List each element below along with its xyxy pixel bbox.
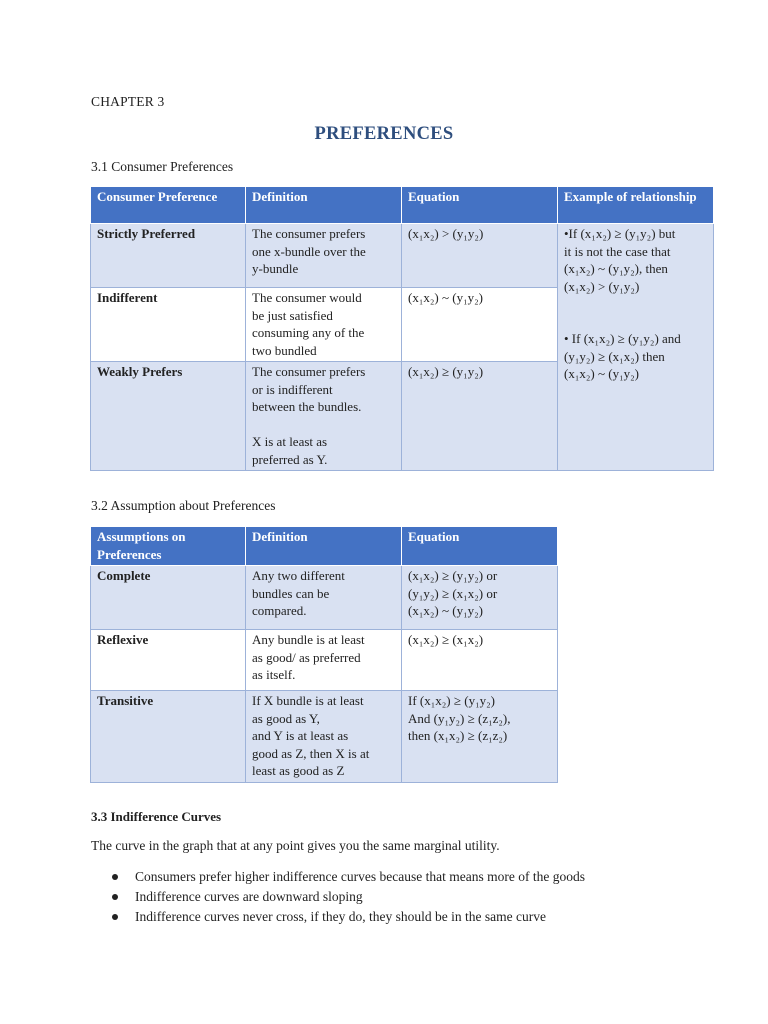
example-cell — [558, 224, 714, 471]
example-line: (y₁y₂) ≥ (x₁x₂) then — [564, 348, 665, 364]
row-definition — [246, 288, 402, 362]
definition-line: least as good as Z — [252, 763, 345, 778]
bullet-list — [91, 867, 711, 927]
bullet-icon — [112, 914, 118, 920]
table-row — [91, 566, 558, 630]
column-header: Definition — [246, 187, 402, 224]
row-equation — [402, 630, 558, 691]
definition-line: Any bundle is at least — [252, 632, 365, 647]
definition-line: good as Z, then X is at — [252, 745, 370, 761]
list-item — [91, 907, 711, 927]
table-row — [91, 691, 558, 783]
equation-line: And (y₁y₂) ≥ (z₁z₂), — [408, 710, 511, 726]
assumptions-table — [90, 526, 558, 783]
row-definition — [246, 691, 402, 783]
definition-line: compared. — [252, 603, 307, 618]
list-item-text: Indifference curves never cross, if they do, they should be in the same curve — [135, 909, 546, 924]
definition-line: as itself. — [252, 667, 296, 682]
column-header: Equation — [402, 187, 558, 224]
equation-line: (x₁x₂) ≥ (y₁y₂) — [408, 364, 484, 379]
row-definition — [246, 362, 402, 471]
row-term: Reflexive — [91, 630, 246, 691]
definition-line: preferred as Y. — [252, 451, 328, 467]
equation-line: (x₁x₂) ≥ (x₁x₂) — [408, 632, 484, 647]
section-heading-indifference-curves: 3.3 Indifference Curves — [91, 809, 222, 824]
equation-line: (x₁x₂) > (y₁y₂) — [408, 226, 484, 241]
list-item — [91, 867, 711, 887]
definition-line: y-bundle — [252, 261, 299, 276]
example-line: (x₁x₂) ~ (y₁y₂), then — [564, 261, 668, 276]
list-item-text: Consumers prefer higher indifference curves because that means more of the goods — [135, 869, 585, 884]
list-item-text: Indifference curves are downward sloping — [135, 889, 363, 904]
chapter-label: CHAPTER 3 — [91, 94, 165, 109]
definition-line: two bundled — [252, 342, 317, 358]
example-line: (x₁x₂) ~ (y₁y₂) — [564, 366, 639, 381]
section-heading-consumer-preferences: 3.1 Consumer Preferences — [91, 159, 234, 174]
definition-line: Any two different — [252, 568, 345, 583]
definition-line: as good/ as preferred — [252, 649, 361, 665]
definition-line: X is at least as — [252, 434, 328, 449]
equation-line: then (x₁x₂) ≥ (z₁z₂) — [408, 728, 508, 743]
page-title: PREFERENCES — [314, 124, 454, 144]
table-header-row — [91, 527, 558, 566]
example-line: it is not the case that — [564, 243, 671, 259]
definition-line: The consumer prefers — [252, 226, 366, 241]
row-term: Indifferent — [91, 288, 246, 362]
row-definition — [246, 630, 402, 691]
consumer-preferences-table — [90, 186, 714, 471]
definition-paragraph: The curve in the graph that at any point gives you the same marginal utility. — [91, 838, 500, 853]
row-term: Transitive — [91, 691, 246, 783]
row-term: Strictly Preferred — [91, 224, 246, 288]
definition-line: between the bundles. — [252, 399, 362, 414]
row-equation — [402, 224, 558, 288]
table-row — [91, 224, 714, 288]
column-header: Definition — [246, 527, 402, 566]
row-term: Weakly Prefers — [91, 362, 246, 471]
list-item — [91, 887, 711, 907]
section-heading-assumptions: 3.2 Assumption about Preferences — [91, 498, 276, 513]
definition-line: and Y is at least as — [252, 728, 349, 743]
row-equation — [402, 288, 558, 362]
row-equation — [402, 566, 558, 630]
definition-line: as good as Y, — [252, 710, 320, 726]
equation-line: (x₁x₂) ≥ (y₁y₂) or — [408, 568, 498, 583]
example-line: • If (x₁x₂) ≥ (y₁y₂) and — [564, 331, 681, 346]
equation-line: If (x₁x₂) ≥ (y₁y₂) — [408, 693, 495, 708]
definition-line: consuming any of the — [252, 325, 365, 340]
equation-line: (x₁x₂) ~ (y₁y₂) — [408, 290, 483, 305]
definition-line: If X bundle is at least — [252, 693, 364, 708]
row-equation — [402, 691, 558, 783]
example-line: (x₁x₂) > (y₁y₂) — [564, 278, 640, 294]
definition-line: one x-bundle over the — [252, 243, 366, 259]
column-header: Example of relationship — [558, 187, 714, 224]
definition-line: bundles can be — [252, 585, 330, 601]
definition-line: The consumer prefers — [252, 364, 366, 379]
row-definition — [246, 224, 402, 288]
column-header: Equation — [402, 527, 558, 566]
equation-line: (y₁y₂) ≥ (x₁x₂) or — [408, 585, 498, 601]
bullet-icon — [112, 894, 118, 900]
column-header: Assumptions on Preferences — [91, 527, 246, 566]
table-header-row — [91, 187, 714, 224]
example-line: •If (x₁x₂) ≥ (y₁y₂) but — [564, 226, 676, 241]
row-equation — [402, 362, 558, 471]
equation-line: (x₁x₂) ~ (y₁y₂) — [408, 603, 483, 618]
row-definition — [246, 566, 402, 630]
definition-line: or is indifferent — [252, 381, 333, 397]
table-row — [91, 630, 558, 691]
definition-line: The consumer would — [252, 290, 362, 305]
row-term: Complete — [91, 566, 246, 630]
definition-line: be just satisfied — [252, 307, 333, 323]
bullet-icon — [112, 874, 118, 880]
column-header: Consumer Preference — [91, 187, 246, 224]
